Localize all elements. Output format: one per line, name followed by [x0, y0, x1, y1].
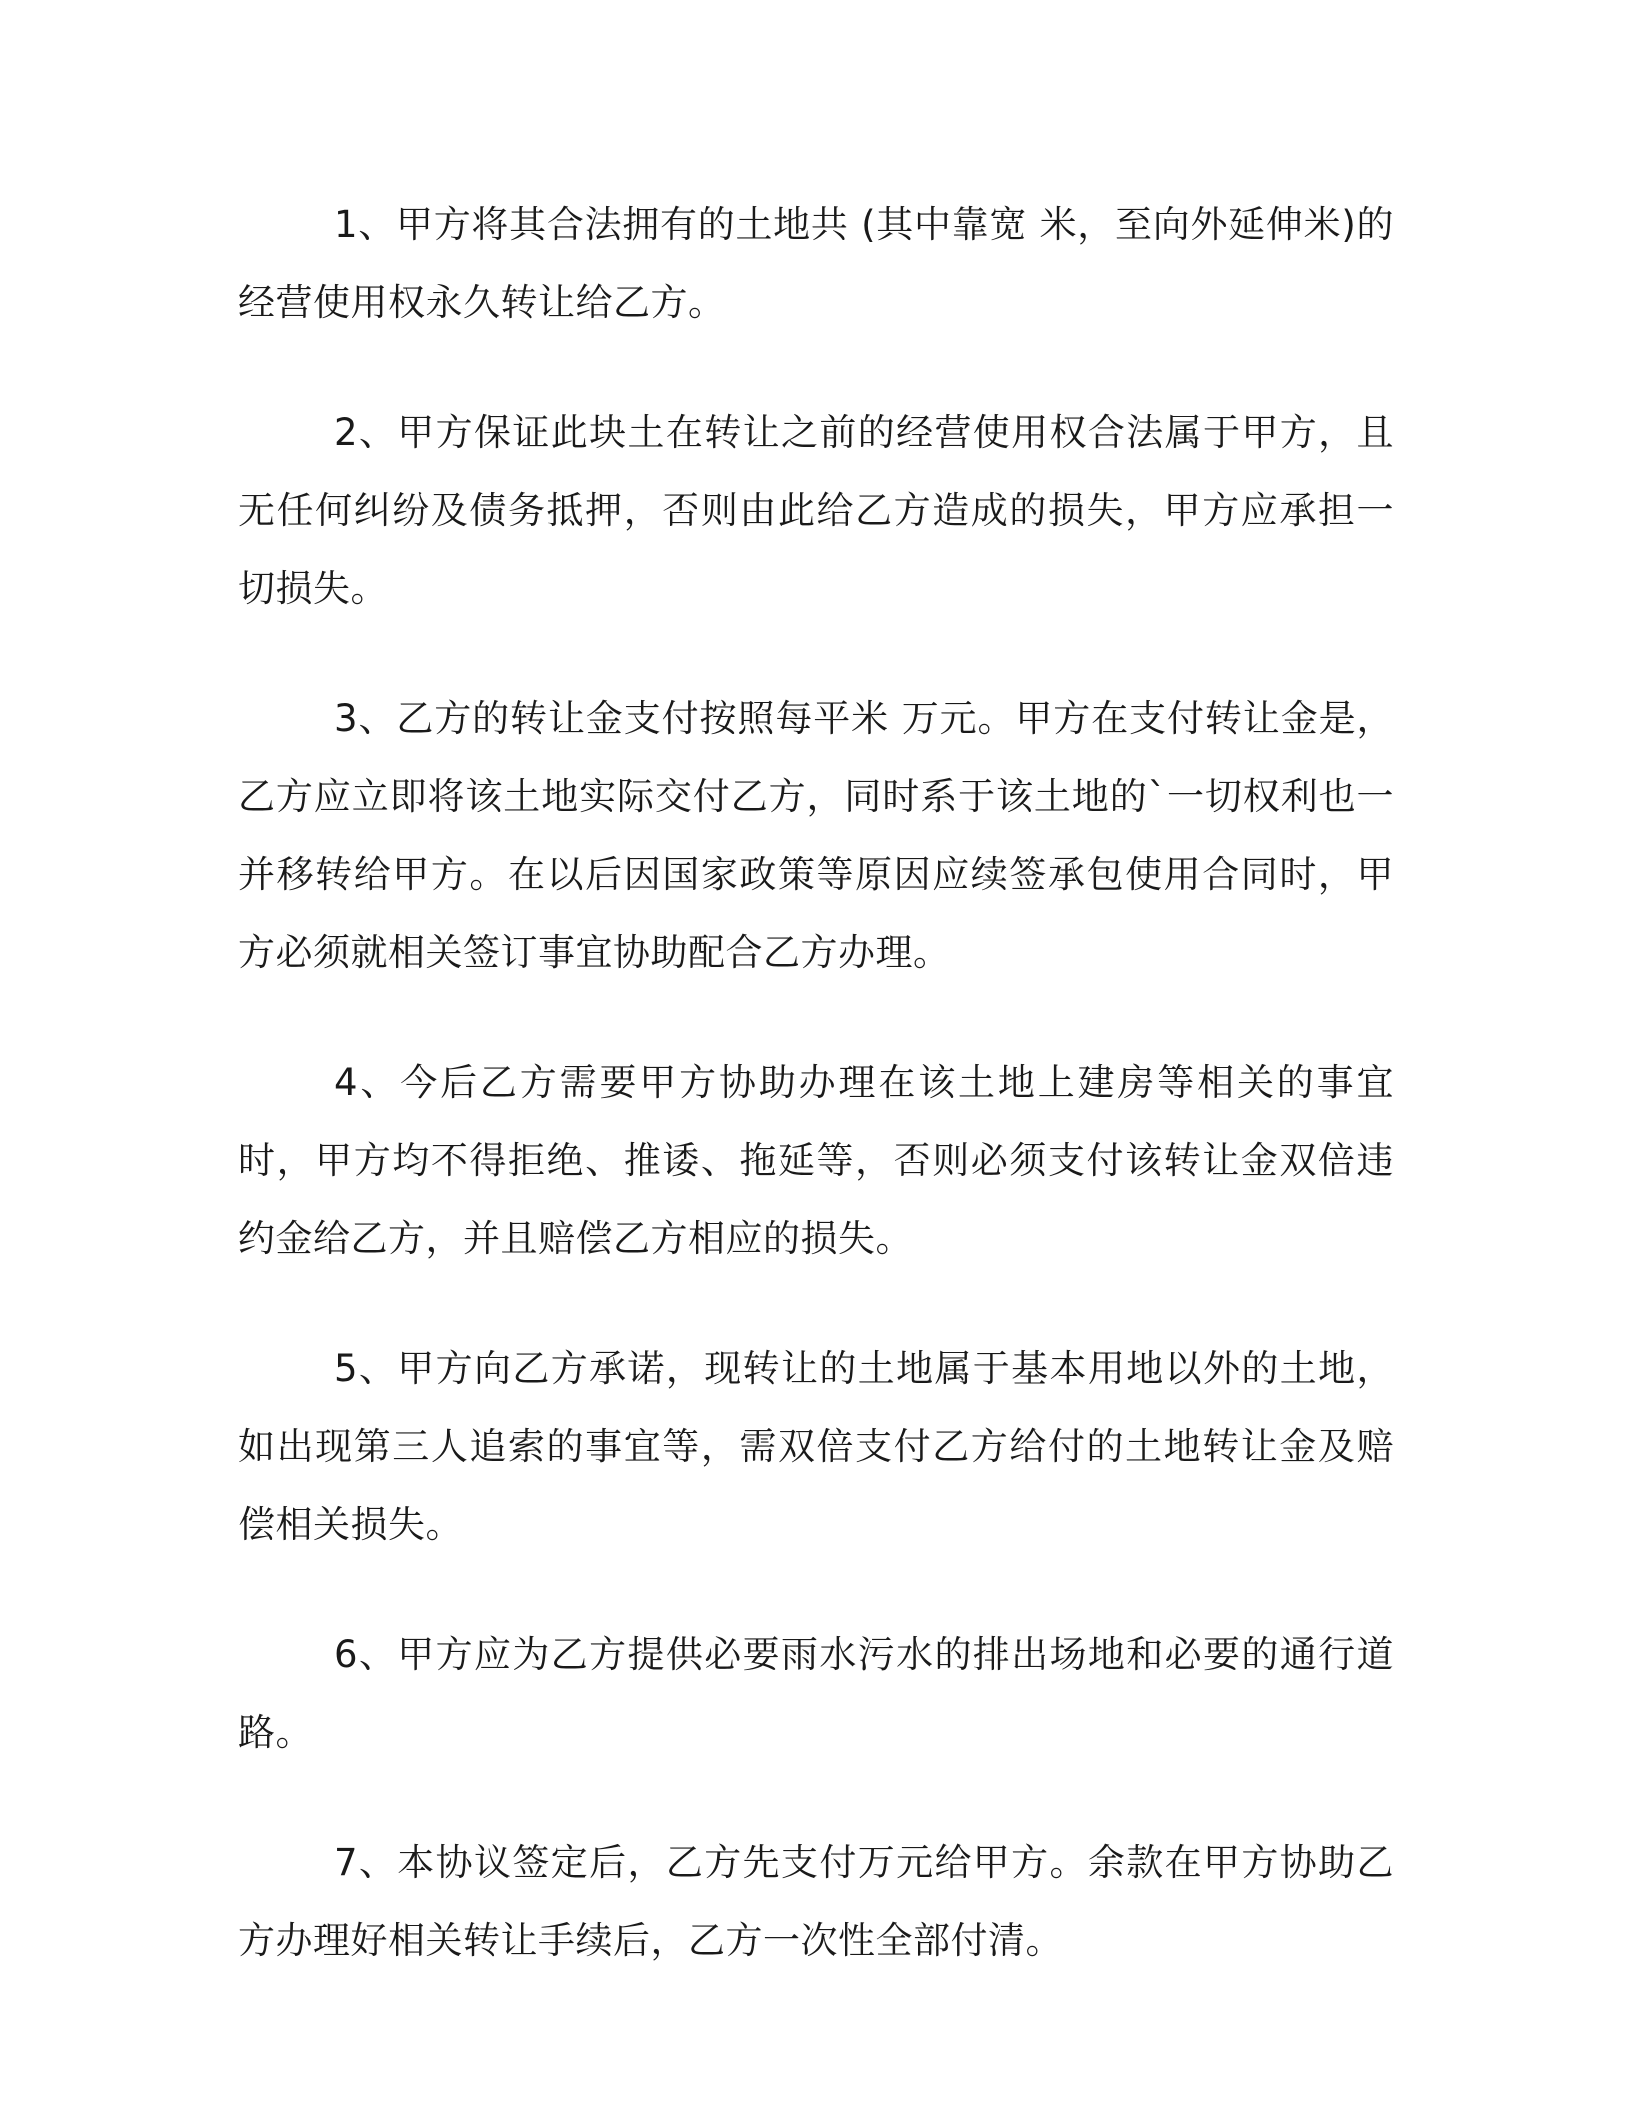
- clause-1: 1、甲方将其合法拥有的土地共 (其中靠宽 米，至向外延伸米)的经营使用权永久转让给乙方。: [238, 203, 1394, 324]
- clause-3: 3、乙方的转让金支付按照每平米 万元。甲方在支付转让金是，乙方应立即将该土地实际交付乙方，同时系于该土地的`一切权利也一并移转给甲方。在以后因国家政策等原因应续签承包使用合同时，甲方必须就相关签订事宜协助配合乙方办理。: [238, 697, 1394, 974]
- clause-5: 5、甲方向乙方承诺，现转让的土地属于基本用地以外的土地，如出现第三人追索的事宜等，需双倍支付乙方给付的土地转让金及赔偿相关损失。: [238, 1347, 1394, 1546]
- clause-4: 4、今后乙方需要甲方协助办理在该土地上建房等相关的事宜时，甲方均不得拒绝、推诿、拖延等，否则必须支付该转让金双倍违约金给乙方，并且赔偿乙方相应的损失。: [238, 1061, 1394, 1260]
- document-body: [238, 186, 1394, 2032]
- clause-2: 2、甲方保证此块土在转让之前的经营使用权合法属于甲方，且无任何纠纷及债务抵押，否则由此给乙方造成的损失，甲方应承担一切损失。: [238, 411, 1394, 610]
- clause-6: 6、甲方应为乙方提供必要雨水污水的排出场地和必要的通行道路。: [238, 1633, 1394, 1754]
- clause-7: 7、本协议签定后，乙方先支付万元给甲方。余款在甲方协助乙方办理好相关转让手续后，乙方一次性全部付清。: [238, 1841, 1394, 1962]
